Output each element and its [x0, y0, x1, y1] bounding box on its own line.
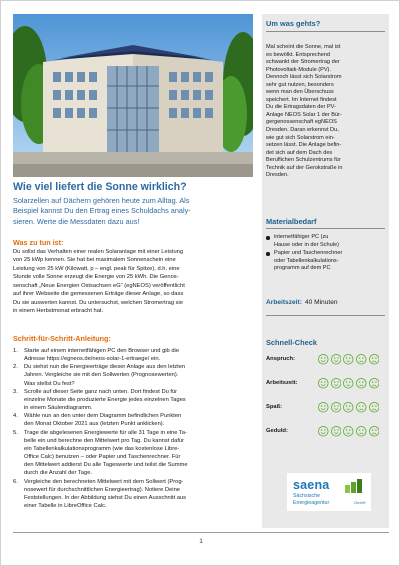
smiley-scale — [318, 378, 379, 389]
smiley-2-icon — [331, 426, 342, 437]
bullet-icon — [266, 252, 270, 256]
info-sidebar — [262, 14, 389, 528]
todo-paragraph: Du sollst das Verhalten einer realen Solaranlage mit einer Leistung von 25 kWp kennen. Sie hat bei maximalem Sonnenschein eine Leistung von 25 kW (Kilowatt, p – engl. peak für Spitze), d.h. eine Stunde volle Sonne erzeugt die Energie von 25 kWh. Die Genos- senschaft „Neue Energien Ostsachsen eG“ (egNEOS) veröffentlicht auf ihrer Webseite die gemessenen Erträge dieser Anlage, so dass Du sie auswerten kannst. Du untersuchst, welchen Stromertrag sie in einem Herbstmonat erbracht hat. — [13, 249, 185, 315]
smiley-4-icon — [356, 378, 367, 389]
logo-mark-icon — [345, 479, 363, 493]
step-item: 3. Scrolle auf dieser Seite ganz nach unten. Dort findest Du für einzelne Monate die produzierte Energie jedes einzelnen Tages in einem Säulendiagramm. — [13, 388, 186, 412]
smiley-scale — [318, 354, 379, 365]
bullet-icon — [266, 236, 270, 240]
smiley-5-icon — [369, 378, 380, 389]
page-number: 1 — [199, 538, 203, 545]
todo-heading: Was zu tun ist: — [13, 238, 64, 247]
saena-logo — [287, 473, 371, 511]
smiley-4-icon — [356, 354, 367, 365]
lead-paragraph: Solarzellen auf Dächern gehören heute zum Alltag. Als Beispiel kannst Du den Ertrag eines Schuldachs analy- sieren. Werte die Messdaten dazu aus! — [13, 196, 191, 226]
school-building-photo — [13, 14, 253, 177]
material-item: Papier und Taschenrechner oder Tabellenkalkulations- programm auf dem PC — [266, 250, 386, 273]
check-row: Geduld: — [266, 426, 388, 438]
step-item: 1. Starte auf einem internetfähigen PC den Browser und gib die Adresse https://egneos.de/neos-solar-1-ertraege/ ein. — [13, 348, 180, 363]
logo-suffix: GmbH — [354, 499, 366, 505]
smiley-3-icon — [343, 378, 354, 389]
smiley-3-icon — [343, 354, 354, 365]
logo-line1: Sächsische — [293, 493, 321, 499]
why-title: Um was gehts? — [266, 19, 321, 28]
material-title: Materialbedarf — [266, 217, 317, 226]
smiley-3-icon — [343, 402, 354, 413]
worksheet-title: Wie viel liefert die Sonne wirklich? — [13, 181, 187, 193]
check-row: Anspruch: — [266, 354, 388, 366]
smiley-5-icon — [369, 354, 380, 365]
logo-line2: Energieagentur — [293, 499, 330, 506]
smiley-2-icon — [331, 402, 342, 413]
steps-heading: Schritt-für-Schritt-Anleitung: — [13, 334, 111, 343]
steps-list — [13, 347, 258, 510]
material-list — [266, 234, 386, 274]
smiley-1-icon — [318, 354, 329, 365]
smiley-1-icon — [318, 378, 329, 389]
worktime-value: 40 Minuten — [304, 299, 338, 306]
smiley-5-icon — [369, 426, 380, 437]
smiley-4-icon — [356, 402, 367, 413]
step-item: 2. Du siehst nun die Energieerträge dieser Anlage aus den letzten Jahren. Vergleiche sie mit den Sollwerten (Prognosewerten). Was stellst Du fest? — [13, 364, 186, 387]
check-title: Schnell-Check — [266, 338, 317, 347]
logo-name: saena — [293, 478, 330, 492]
divider — [266, 228, 385, 229]
divider — [266, 31, 385, 32]
smiley-3-icon — [343, 426, 354, 437]
smiley-1-icon — [318, 426, 329, 437]
smiley-5-icon — [369, 402, 380, 413]
why-paragraph: Mal scheint die Sonne, mal ist es bewölkt. Entsprechend schwankt der Stromertrag der Photovoltaik-Module (PV). Dennoch lässt sich Solarstrom sehr gut nutzen, besonders wenn man den Überschuss speichert. Im Internet findest Du die Ertragsdaten der PV- Anlage NEOS Solar 1 der Bür- gergenossenschaft egNEOS Dresden. Daran erkennst Du, wie gut sich Solarstrom ein- setzen lässt. Die Anlage befin- det sich auf dem Dach des Beruflichen Schulzentrums für Technik auf der Gerokstraße in Dresden. — [266, 44, 343, 179]
smiley-1-icon — [318, 402, 329, 413]
step-item: 6. Vergleiche den berechneten Mittelwert mit dem Sollwert (Prog- nosewert für durchschnittlichen Energieertrag). Notiere Deine Feststellungen. In der Abbildung siehst Du einen Ausschnitt aus einer Tabelle in LibreOffice Calc. — [13, 478, 187, 509]
smiley-4-icon — [356, 426, 367, 437]
smiley-2-icon — [331, 354, 342, 365]
smiley-2-icon — [331, 378, 342, 389]
step-item: 5. Trage die abgelesenen Energiewerte für alle 31 Tage in eine Ta- belle ein und berechne den Mittelwert pro Tag. Du kannst dafür ein Tabellenkalkulationsprogramm (wie das kostenlose Libre- Office Calc) benutzen – oder Papier und Taschenrechner. Für den Mittelwert addierst Du alle Tageswerte und teilst die Summe durch die Anzahl der Tage. — [13, 429, 188, 477]
divider — [266, 315, 385, 316]
step-item: 4. Wähle nun an den unter dem Diagramm befindlichen Punkten den Monat Oktober 2021 aus (letzten Punkt anklicken). — [13, 413, 182, 428]
footer-divider — [13, 532, 389, 533]
smiley-scale — [318, 426, 379, 437]
smiley-scale — [318, 402, 379, 413]
worktime — [266, 299, 338, 306]
worktime-label: Arbeitszeit: — [266, 299, 302, 306]
material-item: internetfähiger PC (zu Hause oder in der Schule) — [266, 234, 386, 249]
check-row: Arbeitszeit: — [266, 378, 388, 390]
check-row: Spaß: — [266, 402, 388, 414]
